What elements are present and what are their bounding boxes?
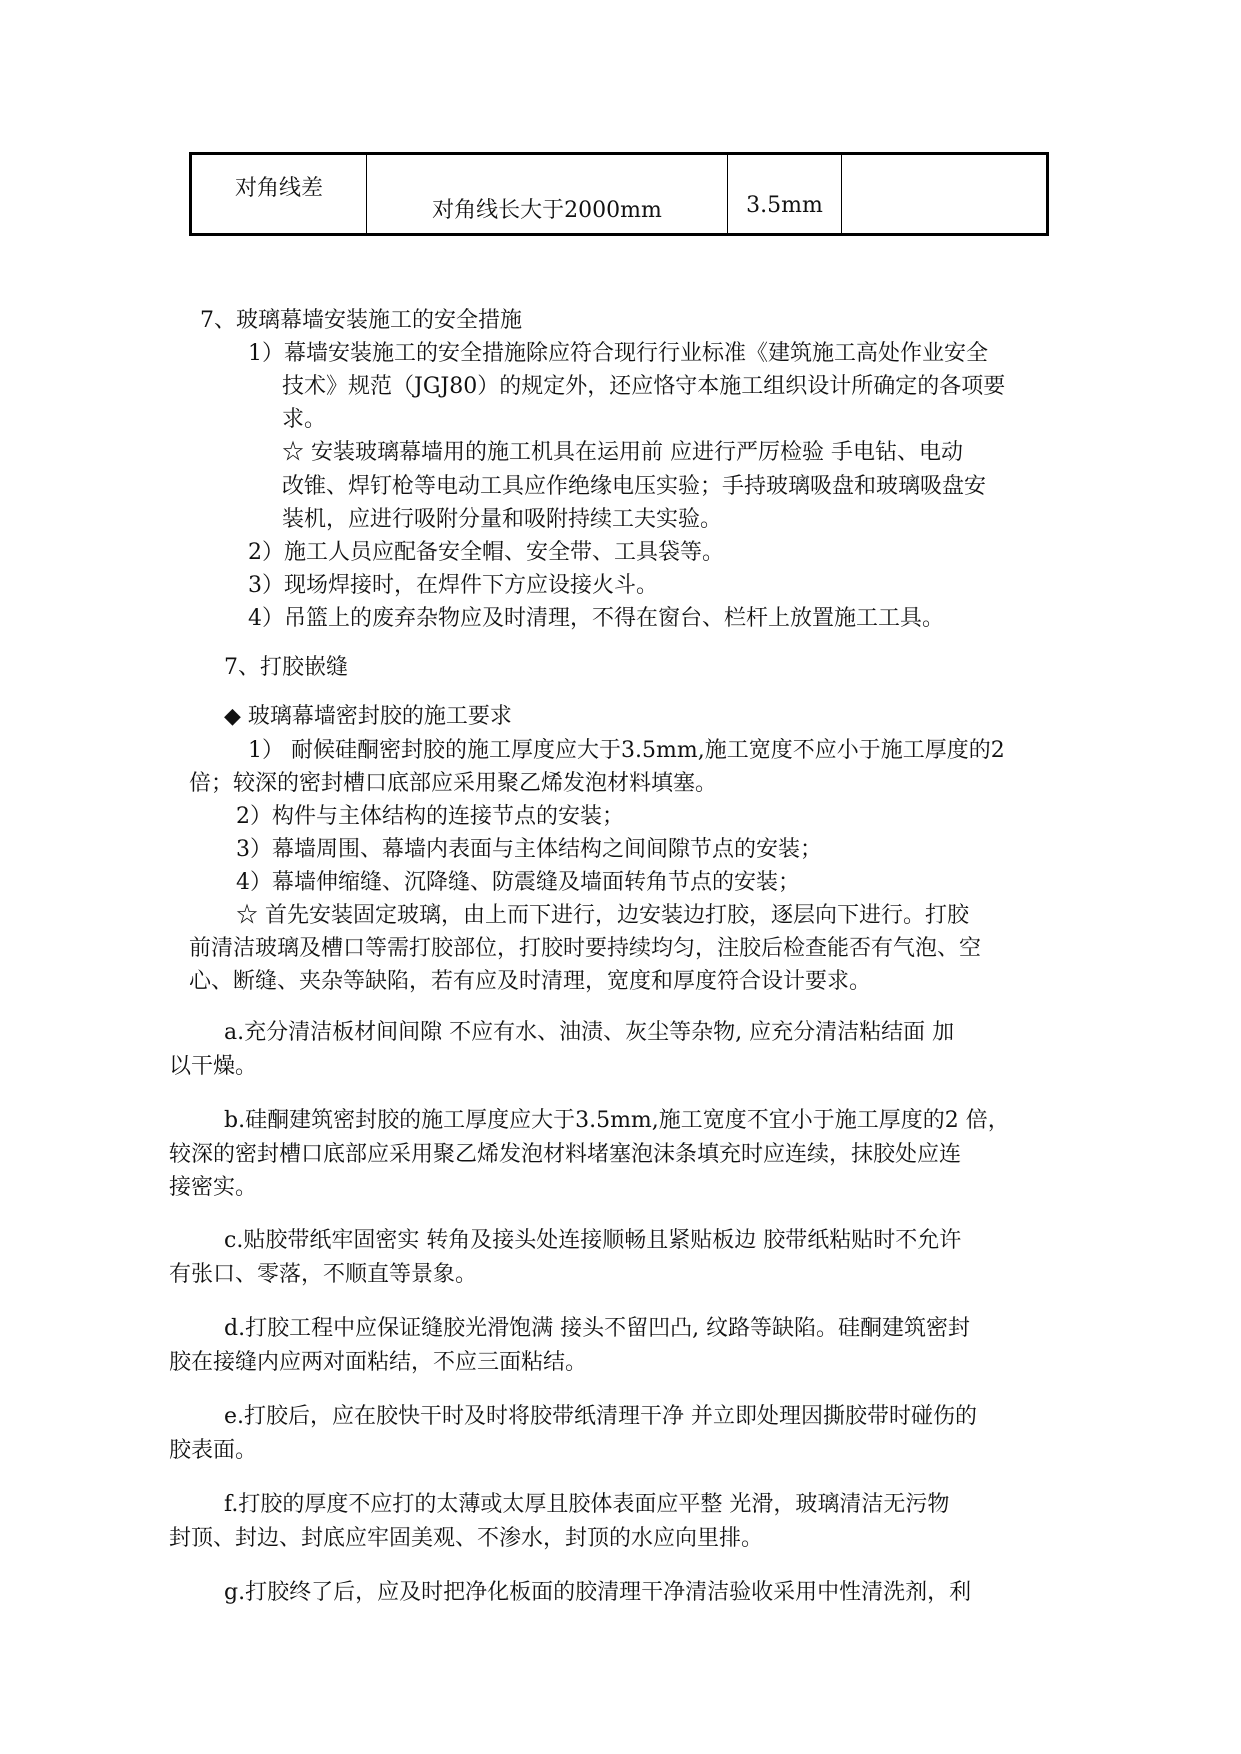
tolerance-cell: 3.5mm: [728, 154, 842, 235]
item-d-line: d.打胶工程中应保证缝胶光滑饱满 接头不留凹凸, 纹路等缺陷。硅酮建筑密封: [224, 1316, 971, 1341]
paragraph-line: 3）幕墙周围、幕墙内表面与主体结构之间间隙节点的安装；: [236, 837, 822, 862]
paragraph-line: 心、断缝、夹杂等缺陷，若有应及时清理，宽度和厚度符合设计要求。: [189, 969, 872, 994]
table-row: [191, 154, 1048, 235]
tolerance-table: [189, 152, 1049, 236]
paragraph-line: 倍；较深的密封槽口底部应采用聚乙烯发泡材料填塞。: [189, 771, 718, 796]
item-g-line: g.打胶终了后，应及时把净化板面的胶清理干净清洁验收采用中性清洗剂，利: [224, 1580, 972, 1605]
paragraph-line: 改锥、焊钉枪等电动工具应作绝缘电压实验；手持玻璃吸盘和玻璃吸盘安: [282, 474, 987, 499]
item-b-line: b.硅酮建筑密封胶的施工厚度应大于3.5mm,施工宽度不宜小于施工厚度的2 倍，: [224, 1108, 1010, 1133]
paragraph-line: 技术》规范（JGJ80）的规定外，还应恪守本施工组织设计所确定的各项要: [282, 374, 1006, 399]
section-heading-sealing: 7、打胶嵌缝: [224, 655, 348, 680]
paragraph-line: ☆ 首先安装固定玻璃，由上而下进行，边安装边打胶，逐层向下进行。打胶: [236, 903, 969, 928]
section-heading-safety: 7、玻璃幕墙安装施工的安全措施: [200, 308, 522, 333]
paragraph-line: 3）现场焊接时，在焊件下方应设接火斗。: [248, 573, 658, 598]
item-c-line: 有张口、零落，不顺直等景象。: [169, 1262, 478, 1287]
item-cell: 对角线差: [191, 154, 367, 235]
item-d-line: 胶在接缝内应两对面粘结，不应三面粘结。: [169, 1350, 588, 1375]
paragraph-line: 2）构件与主体结构的连接节点的安装；: [236, 804, 624, 829]
item-b-line: 接密实。: [169, 1175, 258, 1200]
item-a-line: 以干燥。: [169, 1054, 258, 1079]
paragraph-line: 1）幕墙安装施工的安全措施除应符合现行行业标准《建筑施工高处作业安全: [248, 341, 988, 366]
item-c-line: c.贴胶带纸牢固密实 转角及接头处连接顺畅且紧贴板边 胶带纸粘贴时不允许: [224, 1228, 962, 1253]
paragraph-line: 4）吊篮上的废弃杂物应及时清理，不得在窗台、栏杆上放置施工工具。: [248, 606, 944, 631]
item-b-line: 较深的密封槽口底部应采用聚乙烯发泡材料堵塞泡沫条填充时应连续，抹胶处应连: [169, 1142, 962, 1167]
note-cell: [842, 154, 1048, 235]
paragraph-line: 前清洁玻璃及槽口等需打胶部位，打胶时要持续均匀，注胶后检查能否有气泡、空: [189, 936, 982, 961]
paragraph-line: 4）幕墙伸缩缝、沉降缝、防震缝及墙面转角节点的安装；: [236, 870, 800, 895]
item-e-line: 胶表面。: [169, 1438, 258, 1463]
paragraph-line: 装机，应进行吸附分量和吸附持续工夫实验。: [282, 507, 723, 532]
item-a-line: a.充分清洁板材间间隙 不应有水、油渍、灰尘等杂物, 应充分清洁粘结面 加: [224, 1020, 955, 1045]
paragraph-line: 2）施工人员应配备安全帽、安全带、工具袋等。: [248, 540, 724, 565]
condition-cell: 对角线长大于2000mm: [367, 154, 728, 235]
paragraph-line: 求。: [282, 407, 327, 432]
item-f-line: f.打胶的厚度不应打的太薄或太厚且胶体表面应平整 光滑，玻璃清洁无污物: [224, 1492, 950, 1517]
paragraph-line: 1） 耐候硅酮密封胶的施工厚度应大于3.5mm,施工宽度不应小于施工厚度的2: [248, 738, 1005, 763]
paragraph-line: ☆ 安装玻璃幕墙用的施工机具在运用前 应进行严厉检验 手电钻、电动: [282, 440, 963, 465]
item-e-line: e.打胶后，应在胶快干时及时将胶带纸清理干净 并立即处理因撕胶带时碰伤的: [224, 1404, 978, 1429]
subheading-requirements: ◆ 玻璃幕墙密封胶的施工要求: [224, 704, 512, 729]
item-f-line: 封顶、封边、封底应牢固美观、不渗水，封顶的水应向里排。: [169, 1526, 764, 1551]
